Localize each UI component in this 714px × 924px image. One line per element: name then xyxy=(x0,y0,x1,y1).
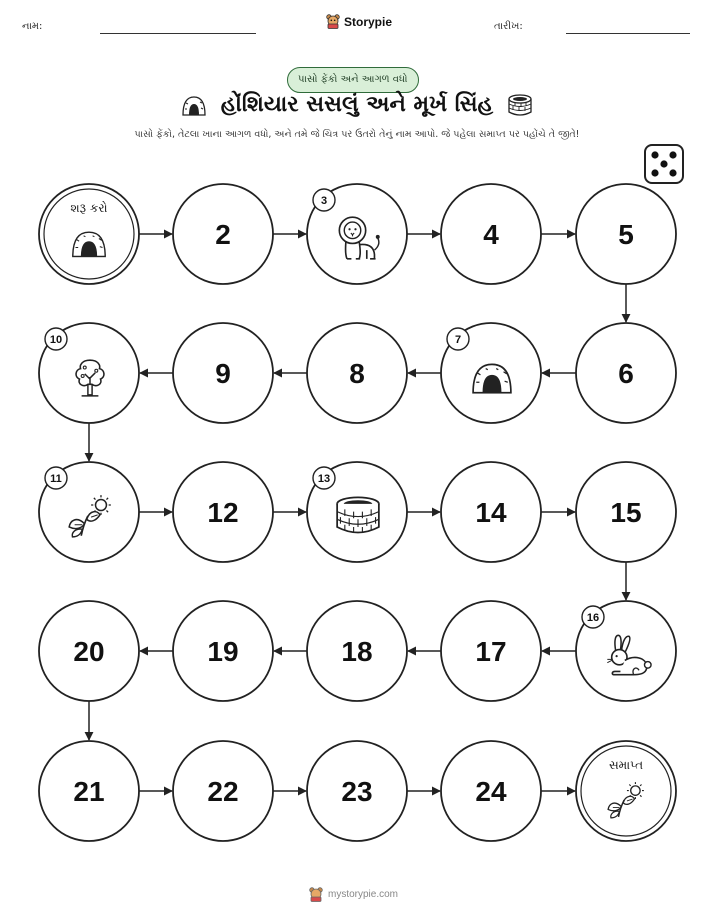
board-cell-23[interactable] xyxy=(307,741,407,841)
cell-number: 18 xyxy=(341,636,373,667)
cell-number: 6 xyxy=(618,358,634,389)
date-label: તારીખ: xyxy=(494,21,523,32)
cell-number: 20 xyxy=(73,636,105,667)
footer xyxy=(309,887,398,902)
board-cells xyxy=(39,184,676,841)
cell-number: 24 xyxy=(475,776,507,807)
board-cell-7[interactable] xyxy=(441,323,541,423)
board-cell-24[interactable] xyxy=(441,741,541,841)
board-cell-22[interactable] xyxy=(173,741,273,841)
brand-name: Storypie xyxy=(344,14,393,29)
cell-number: 14 xyxy=(475,497,507,528)
cell-number: 8 xyxy=(349,358,365,389)
cell-number: 2 xyxy=(215,219,231,250)
board-cell-9[interactable] xyxy=(173,323,273,423)
cell-badge-number: 11 xyxy=(50,473,62,485)
board-cell-18[interactable] xyxy=(307,601,407,701)
cell-badge-number: 16 xyxy=(586,612,600,624)
cell-badge-number: 13 xyxy=(317,473,331,485)
board-cell-12[interactable] xyxy=(173,462,273,562)
board-cell-5[interactable] xyxy=(576,184,676,284)
board-cell-19[interactable] xyxy=(173,601,273,701)
board-cell-25[interactable] xyxy=(576,741,676,841)
board-cell-13[interactable] xyxy=(307,462,407,562)
board-cell-11[interactable] xyxy=(39,462,139,562)
cell-number: 17 xyxy=(475,636,507,667)
board-cell-15[interactable] xyxy=(576,462,676,562)
board-cell-8[interactable] xyxy=(307,323,407,423)
board-cell-3[interactable] xyxy=(307,184,407,284)
finish-label: સમાપ્ત xyxy=(608,758,644,772)
board-cell-4[interactable] xyxy=(441,184,541,284)
cell-number: 12 xyxy=(207,497,239,528)
cell-number: 15 xyxy=(610,497,642,528)
storypie-bear-icon xyxy=(309,887,323,902)
board-cell-10[interactable] xyxy=(39,323,139,423)
cell-number: 23 xyxy=(341,776,373,807)
board-cell-20[interactable] xyxy=(39,601,139,701)
board-cell-17[interactable] xyxy=(441,601,541,701)
instructions-text: પાસો ફેંકો, તેટલા ખાના આગળ વધો, અને તમે જે ચિત્ર પર ઉતરો તેનું નામ આપો. જે પહેલા સમાપ્ત પર પહોંચે તે જીતે! xyxy=(134,129,580,140)
cell-number: 9 xyxy=(215,358,231,389)
board-cell-1[interactable] xyxy=(39,184,139,284)
cell-number: 4 xyxy=(483,219,499,250)
well-icon xyxy=(337,497,379,532)
page-title: હોંશિયાર સસલું અને મૂર્ખ સિંહ xyxy=(220,92,494,117)
board-cell-21[interactable] xyxy=(39,741,139,841)
cell-number: 21 xyxy=(73,776,105,807)
start-label: શરૂ કરો xyxy=(70,201,108,215)
board-cell-6[interactable] xyxy=(576,323,676,423)
cell-circle xyxy=(576,741,676,841)
board-cell-16[interactable] xyxy=(576,601,676,701)
footer-site[interactable]: mystorypie.com xyxy=(328,889,399,900)
subtitle-pill: પાસો ફેંકો અને આગળ વધો xyxy=(287,67,419,93)
board-cell-2[interactable] xyxy=(173,184,273,284)
cell-number: 19 xyxy=(207,636,239,667)
name-label: નામ: xyxy=(22,21,43,32)
cell-badge-number: 7 xyxy=(454,334,462,346)
cell-badge-number: 3 xyxy=(320,195,328,207)
board-cell-14[interactable] xyxy=(441,462,541,562)
cell-number: 5 xyxy=(618,219,634,250)
cell-number: 22 xyxy=(207,776,239,807)
cell-badge-number: 10 xyxy=(49,334,63,346)
